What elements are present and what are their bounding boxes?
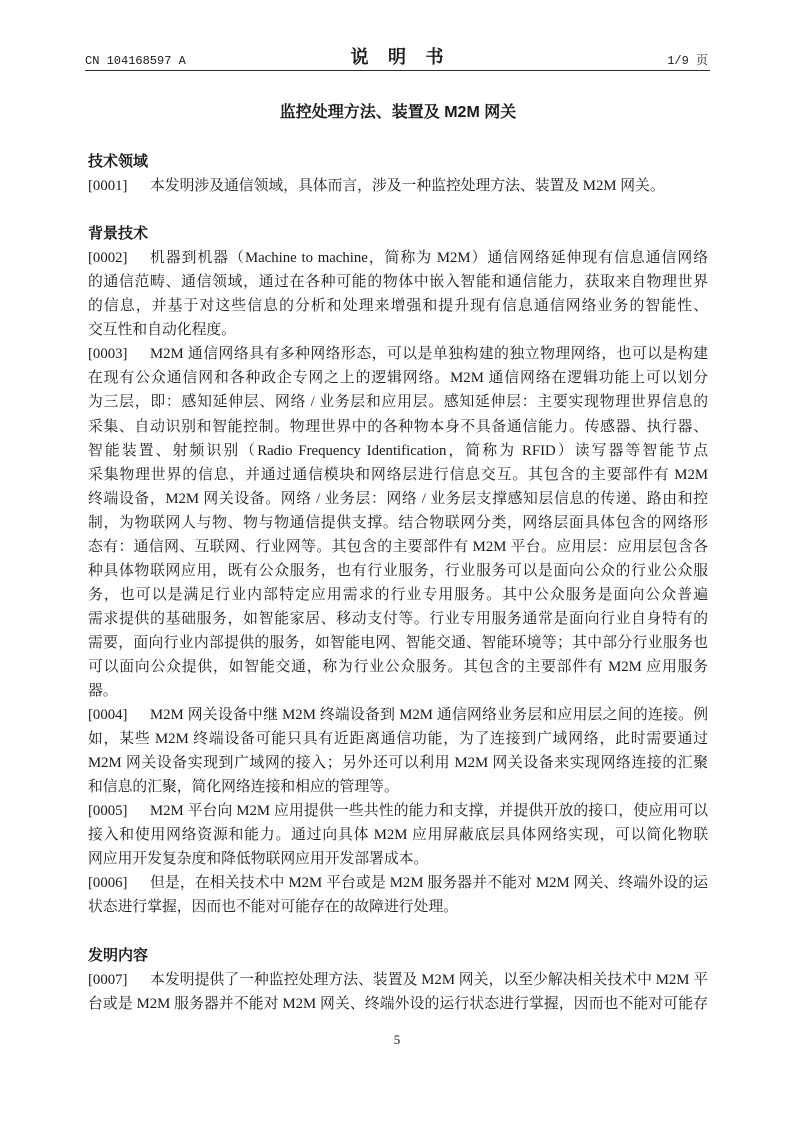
paragraph-line: 如，某些 M2M 终端设备可能只具有近距离通信功能，为了连接到广域网络，此时需要通过 (88, 731, 708, 748)
paragraph-line: 接入和使用网络资源和能力。通过向具体 M2M 应用屏蔽底层具体网络实现，可以简化物联 (88, 827, 708, 844)
section-heading: 背景技术 (88, 225, 149, 243)
document-number: CN 104168597 A (85, 54, 186, 68)
paragraph-number: [0006] (88, 875, 128, 892)
paragraph-line: M2M 网关设备中继 M2M 终端设备到 M2M 通信网络业务层和应用层之间的连接。例 (150, 707, 708, 724)
section-technical-field (88, 150, 708, 198)
paragraph-number: [0001] (88, 178, 128, 195)
paragraph-number: [0003] (88, 346, 128, 363)
paragraph-line: 为三层，即：感知延伸层、网络 / 业务层和应用层。感知延伸层：主要实现物理世界信息的 (88, 394, 708, 411)
paragraph-line: 采集、自动识别和智能控制。物理世界中的各种物本身不具备通信能力。传感器、执行器、 (88, 418, 708, 435)
paragraph-line: 在现有公众通信网和各种政企专网之上的逻辑网络。M2M 通信网络在逻辑功能上可以划分 (88, 370, 708, 387)
paragraph-line: 务，也可以是满足行业内部特定应用需求的行业专用服务。其中公众服务是面向公众普遍 (88, 586, 708, 603)
paragraph-first-line (88, 968, 708, 992)
paragraph-first-line (88, 246, 708, 270)
paragraph-line: 交互性和自动化程度。 (88, 322, 236, 339)
paragraph-line: 网应用开发复杂度和降低物联网应用开发部署成本。 (88, 851, 429, 868)
paragraph-line: M2M 通信网络具有多种网络形态，可以是单独构建的独立物理网络，也可以是构建 (150, 346, 708, 363)
page-number: 5 (393, 1032, 401, 1047)
paragraph-line: 和信息的汇聚，简化网络连接和相应的管理等。 (88, 779, 399, 796)
paragraph-line: 制，为物联网人与物、物与物通信提供支撑。结合物联网分类，网络层面具体包含的网络形 (88, 514, 708, 531)
section-background (88, 222, 708, 919)
paragraph-0007 (88, 968, 708, 1016)
section-summary (88, 944, 708, 1016)
paragraph-line: 可以面向公众提供，如智能交通，称为行业公众服务。其包含的主要部件有 M2M 应用服务 (88, 658, 708, 675)
section-spacer (88, 198, 708, 222)
paragraph-0005 (88, 799, 708, 871)
paragraph-line: 台或是 M2M 服务器并不能对 M2M 网关、终端外设的运行状态进行掌握，因而也不能对可能存 (88, 995, 708, 1012)
paragraph-0003 (88, 342, 708, 703)
section-spacer (88, 920, 708, 944)
paragraph-line: 终端设备，M2M 网关设备。网络 / 业务层：网络 / 业务层支撑感知层信息的传递、路由和控 (88, 490, 708, 507)
paragraph-first-line (88, 799, 708, 823)
paragraph-0001 (88, 174, 708, 198)
paragraph-number: [0004] (88, 707, 128, 724)
section-heading: 技术领域 (88, 153, 149, 170)
paragraph-number: [0002] (88, 250, 128, 267)
paragraph-line: 器。 (88, 683, 118, 700)
header-rule (85, 70, 710, 71)
paragraph-line: 的信息，并基于对这些信息的分析和处理来增强和提升现有信息通信网络业务的智能性、 (88, 298, 708, 315)
paragraph-line: 本发明涉及通信领域，具体而言，涉及一种监控处理方法、装置及 M2M 网关。 (150, 178, 665, 195)
document-title: 监控处理方法、装置及 M2M 网关 (279, 104, 517, 121)
paragraph-first-line (88, 342, 708, 366)
paragraph-number: [0005] (88, 803, 128, 820)
paragraph-0006 (88, 871, 708, 919)
paragraph-line: 种具体物联网应用，既有公众服务，也有行业服务，行业服务可以是面向公众的行业公众服 (88, 562, 708, 579)
paragraph-line: 状态进行掌握，因而也不能对可能存在的故障进行处理。 (88, 899, 458, 916)
paragraph-line: 机器到机器（Machine to machine，简称为 M2M）通信网络延伸现有信息通信网络 (150, 250, 708, 267)
section-heading: 发明内容 (88, 946, 149, 964)
paragraph-first-line (88, 871, 708, 895)
paragraph-line: 态有：通信网、互联网、行业网等。其包含的主要部件有 M2M 平台。应用层：应用层包含各 (88, 538, 708, 555)
paragraph-line: 需要，面向行业内部提供的服务，如智能电网、智能交通、智能环境等；其中部分行业服务也 (88, 634, 708, 651)
page-indicator: 1/9 页 (667, 54, 708, 68)
paragraph-number: [0007] (88, 971, 128, 988)
paragraph-line: 需求提供的基础服务，如智能家居、移动支付等。行业专用服务通常是面向行业自身特有的 (88, 610, 708, 627)
paragraph-line: 采集物理世界的信息，并通过通信模块和网络层进行信息交互。其包含的主要部件有 M2M (88, 466, 708, 483)
paragraph-line: 本发明提供了一种监控处理方法、装置及 M2M 网关，以至少解决相关技术中 M2M 平 (150, 971, 708, 988)
paragraph-line: 的通信范畴、通信领域，通过在各种可能的物体中嵌入智能和通信能力，获取来自物理世界 (88, 274, 708, 291)
paragraph-first-line (88, 174, 708, 198)
paragraph-line: 智能装置、射频识别（Radio Frequency Identification，简称为 RFID）读写器等智能节点 (88, 442, 708, 459)
paragraph-0004 (88, 703, 708, 799)
paragraph-0002 (88, 246, 708, 342)
paragraph-first-line (88, 703, 708, 727)
paragraph-line: M2M 平台向 M2M 应用提供一些共性的能力和支撑，并提供开放的接口，使应用可以 (150, 803, 708, 820)
description-body (88, 150, 708, 1016)
document-type-label: 说 明 书 (350, 47, 444, 67)
paragraph-line: 但是，在相关技术中 M2M 平台或是 M2M 服务器并不能对 M2M 网关、终端外设的运 (150, 875, 708, 892)
paragraph-line: M2M 网关设备实现到广域网的接入；另外还可以利用 M2M 网关设备来实现网络连接的汇聚 (88, 755, 708, 772)
